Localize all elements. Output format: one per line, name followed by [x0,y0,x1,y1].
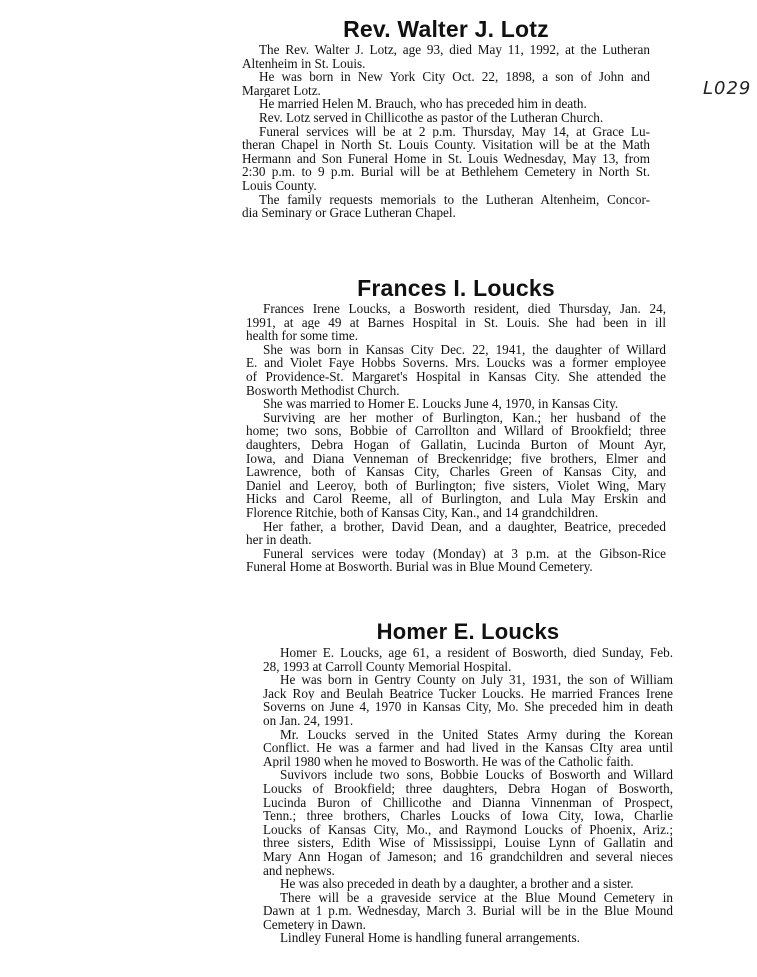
text-line: health for some time. [246,329,359,343]
text-line: Frances Irene Loucks, a Bosworth resident, died Thursday, Jan. 24, [263,302,666,316]
text-line: Mr. Loucks served in the United States Army during the Korean [280,727,673,742]
obituary-body [246,302,666,574]
text-line: Funeral services were today (Monday) at 3 p.m. at the Gibson-Rice [263,546,666,561]
text-line: Louis County. [242,178,317,193]
text-line: Homer E. Loucks, age 61, a resident of Bosworth, died Sunday, Feb. [280,646,673,660]
obituary-homer-loucks [263,619,673,945]
text-line: daughters, Debra Hogan of Gallatin, Lucinda Burton of Mount Ayr, [246,437,666,452]
text-line: Funeral Home at Bosworth. Burial was in Blue Mound Cemetery. [246,560,593,574]
obituary-body [263,646,673,945]
text-line: Hermann and Son Funeral Home in St. Louis Wednesday, May 13, from [242,151,650,166]
text-line: dia Seminary or Grace Lutheran Chapel. [242,206,456,220]
text-line: The Rev. Walter J. Lotz, age 93, died May 11, 1992, at the Lutheran [259,43,650,57]
text-line: her in death. [246,533,312,547]
text-line: E. and Violet Faye Hobbs Soverns. Mrs. Loucks was a former employee [246,356,666,370]
paragraph [242,70,650,97]
text-line: Margaret Lotz. [242,83,321,98]
text-line: Hicks and Carol Reeme, all of Burlington, and Lula May Erskin and [246,492,666,506]
text-line: Bosworth Methodist Church. [246,383,400,398]
text-line: Iowa, and Diana Venneman of Breckenridge; five brothers, Elmer and [246,451,666,466]
text-line: Lawrence, both of Kansas City, Charles Green of Kansas City, and [246,465,666,479]
paragraph [263,646,673,673]
text-line: April 1980 when he moved to Bosworth. He was of the Catholic faith. [263,754,634,769]
paragraph [263,768,673,877]
paragraph [242,111,650,125]
obituary-body [242,43,650,220]
paragraph [246,343,666,397]
text-line: Daniel and Leeroy, both of Burlington; five sisters, Violet Wing, Mary [246,478,666,493]
text-line: He married Helen M. Brauch, who has preceded him in death. [259,97,587,111]
text-line: He was born in New York City Oct. 22, 1898, a son of John and [259,70,650,84]
text-line: three sisters, Edith Wise of Mississippi, Louise Lynn of Gallatin and [263,836,673,850]
text-line: Loucks of Kansas City, Mo., and Raymond Loucks of Phoenix, Ariz.; [263,822,673,837]
text-line: There will be a graveside service at the Blue Mound Cemetery in [280,890,673,905]
text-line: 1991, at age 49 at Barnes Hospital in St. Louis. She had been in ill [246,315,666,330]
paragraph [263,673,673,727]
paragraph [242,125,650,193]
text-line: Funeral services will be at 2 p.m. Thursday, May 14, at Grace Lu- [259,124,650,139]
paragraph [246,397,666,411]
text-line: Soverns on June 4, 1970 in Kansas City, Mo. She preceded him in death [263,700,673,714]
paragraph [246,547,666,574]
text-line: Surviving are her mother of Burlington, Kan.; her husband of the [263,410,666,425]
obituary-walter-lotz [242,16,650,220]
text-line: Suvivors include two sons, Bobbie Loucks of Bosworth and Willard [280,768,673,782]
text-line: Mary Ann Hogan of Jameson; and 16 grandchildren and several nieces [263,849,673,864]
paragraph [242,43,650,70]
text-line: Cemetery in Dawn. [263,917,366,932]
text-line: The family requests memorials to the Lutheran Altenheim, Concor- [259,192,650,207]
paragraph [246,302,666,343]
obituary-frances-loucks [246,275,666,574]
text-line: Conflict. He was a farmer and had lived in the Kansas CIty area until [263,741,673,755]
paragraph [263,891,673,932]
text-line: She was born in Kansas City Dec. 22, 1941, the daughter of Willard [263,342,666,357]
text-line: Dawn at 1 p.m. Wednesday, March 3. Burial will be in the Blue Mound [263,904,673,918]
paragraph [263,877,673,891]
text-line: Jack Roy and Beulah Beatrice Tucker Loucks. He married Frances Irene [263,686,673,701]
text-line: 28, 1993 at Carroll County Memorial Hospital. [263,659,512,674]
text-line: on Jan. 24, 1991. [263,713,354,728]
text-line: Rev. Lotz served in Chillicothe as pastor of the Lutheran Church. [259,110,604,125]
paragraph [242,97,650,111]
text-line: and nephews. [263,863,335,878]
text-line: Florence Ritchie, both of Kansas City, Kan., and 14 grandchildren. [246,505,599,520]
text-line: Lucinda Buron of Chillicothe and Dianna Vinnenman of Prospect, [263,795,673,810]
obituary-title: Frances I. Loucks [357,275,555,301]
text-line: 2:30 p.m. to 9 p.m. Burial will be at Bethlehem Cemetery in North St. [242,165,650,179]
text-line: Altenheim in St. Louis. [242,56,366,71]
text-line: Her father, a brother, David Dean, and a daughter, Beatrice, preceded [263,519,666,534]
text-line: home; two sons, Bobbie of Carrollton and Willard of Brookfield; three [246,424,666,438]
text-line: She was married to Homer E. Loucks June 4, 1970, in Kansas City. [263,397,619,411]
handwritten-note: L029 [703,78,752,99]
paragraph [263,728,673,769]
obituary-title: Rev. Walter J. Lotz [343,16,549,42]
paragraph [246,520,666,547]
text-line: Loucks of Brookfield; three daughters, Debra Hogan of Bosworth, [263,781,673,796]
paragraph [246,411,666,520]
paragraph [242,193,650,220]
text-line: He was also preceded in death by a daughter, a brother and a sister. [280,877,634,891]
text-line: Lindley Funeral Home is handling funeral arrangements. [280,931,580,946]
text-line: of Providence-St. Margaret's Hospital in Kansas City. She attended the [246,369,666,384]
text-line: theran Chapel in North St. Louis County. Visitation will be at the Math [242,138,650,152]
obituary-title: Homer E. Loucks [376,619,560,644]
paragraph [263,931,673,945]
text-line: Tenn.; three brothers, Charles Loucks of Iowa City, Iowa, Charlie [263,809,673,823]
text-line: He was born in Gentry County on July 31, 1931, the son of William [280,673,673,687]
